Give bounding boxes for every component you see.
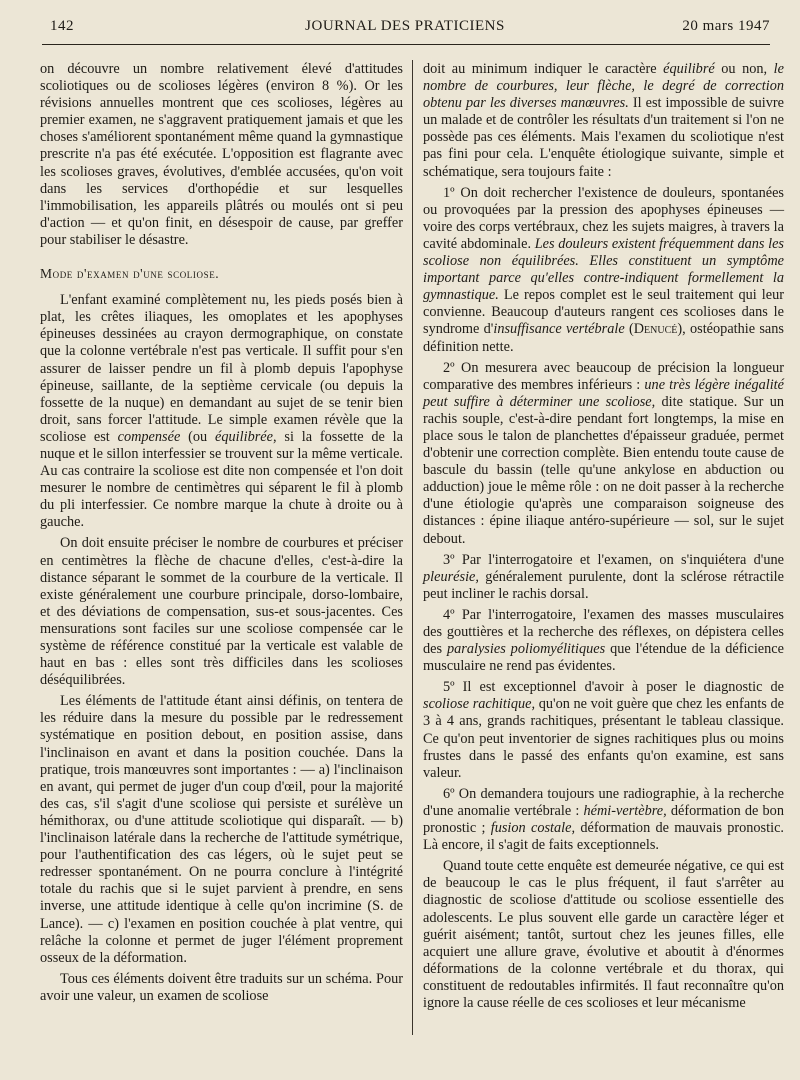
paragraph: Les éléments de l'attitude étant ainsi définis, on tentera de les réduire dans la mesure du possible par le redressement systématique en position debout, en position assise, dans l'inclinaison en avant et dans la position couchée. Dans la pratique, trois manœuvres sont importantes : — a) l'inclinaison en avant, qui permet de juger d'un coup d'œil, pour la majorité des cas, s'il s'agit d'une scoliose qui persiste et surélève un hémithorax, ou d'une attitude scoliotique qui disparaît. — b) l'inclinaison latérale dans la recherche de l'attitude symétrique, pour l'authentification des cas légers, où le sujet peut se redresser spontanément. On ne pourra conclure à l'intégrité totale du rachis que si le sujet parvient à prendre, en sens inverse, une attitude identique à celle qu'on incrimine (S. de Lance). — c) l'examen en position couchée à plat ventre, qui relâche la colonne et permet de juger l'élément proprement osseux de la déformation.: [40, 693, 403, 966]
page-number: 142: [50, 18, 74, 34]
list-item: 6º On demandera toujours une radiographie, à la recherche d'une anomalie vertébrale : hémi-vertèbre, déformation de bon pronostic ; fusion costale, déformation de mauvais pronostic. Là encore, il s'agit de faits exceptionnels.: [423, 785, 784, 854]
header-rule: [42, 44, 770, 45]
list-item: 3º Par l'interrogatoire et l'examen, on s'inquiétera d'une pleurésie, généralement purulente, dont la sclérose rétractile peut incliner le rachis dorsal.: [423, 551, 784, 602]
list-item: 5º Il est exceptionnel d'avoir à poser le diagnostic de scoliose rachitique, qu'on ne voit guère que chez les enfants de 3 à 4 ans, grands rachitiques, présentant le tableau classique. Ce qu'on peut inventorier de signes rachitiques plus ou moins frustes dans le passé des enfants qu'on examine, est sans valeur.: [423, 679, 784, 781]
paragraph: on découvre un nombre relativement élevé d'attitudes scoliotiques ou de scolioses légères (environ 8 %). Or les révisions annuelles montrent que ces scolioses, légères au premier examen, ne s'aggravent pratiquement jamais et que les choses s'améliorent spontanément même quand la gymnastique prescrite n'a pas été exécutée. L'opposition est flagrante avec les scolioses graves, évolutives, d'emblée accusées, qu'on voit dans les services d'orthopédie et sur lesquelles l'immobilisation, les appareils plâtrés ou moulés ont si peu d'action — et qu'on finit, en désespoir de cause, par greffer pour stabiliser le désastre.: [40, 61, 403, 248]
left-column: [40, 61, 403, 1009]
running-header: [40, 18, 770, 40]
journal-title: JOURNAL DES PRATICIENS: [305, 18, 505, 34]
right-column: [423, 61, 784, 1016]
column-divider: [412, 60, 413, 1035]
list-item: 4º Par l'interrogatoire, l'examen des masses musculaires des gouttières et la recherche des réflexes, on dépistera celles des paralysies poliomyélitiques que l'étendue de la déficience musculaire ne rend pas évidentes.: [423, 606, 784, 675]
issue-date: 20 mars 1947: [682, 18, 770, 34]
paragraph: On doit ensuite préciser le nombre de courbures et préciser en centimètres la flèche de chacune d'elles, c'est-à-dire la distance séparant le sommet de la courbure de la verticale. Il existe généralement une courbure principale, dorso-lombaire, et des déviations de compensation, sus-et sous-jacentes. Ces mensurations sont faciles sur une scoliose compensée car le système de référence constitué par la verticale est valable de haut en bas : elles sont très difficiles dans les scolioses déséquilibrées.: [40, 535, 403, 689]
paragraph: doit au minimum indiquer le caractère équilibré ou non, le nombre de courbures, leur flèche, le degré de correction obtenu par les diverses manœuvres. Il est impossible de suivre un malade et de contrôler les résultats d'un traitement si l'on ne possède pas ces éléments. Mais l'examen du scoliotique n'est pas fini pour cela. L'enquête étiologique suivante, simple et schématique, sera toujours faite :: [423, 61, 785, 180]
list-item: 2º On mesurera avec beaucoup de précision la longueur comparative des membres inférieurs : une très légère inégalité peut suffire à déterminer une scoliose, dite statique. Sur un rachis souple, c'est-à-dire pendant fort longtemps, la mise en place sous le talon de planchettes d'épaisseur graduée, permet d'obtenir une correction complète. Bien entendu toute cause de bascule du bassin (telle qu'une ankylose en abduction ou adduction) joue le même rôle : on ne doit passer à la recherche d'une étiologie qu'après une comparaison soigneuse des distances : épine iliaque antéro-supérieure — sol, sur le sujet debout.: [423, 359, 785, 547]
section-heading: Mode d'examen d'une scoliose.: [40, 266, 220, 282]
paragraph: L'enfant examiné complètement nu, les pieds posés bien à plat, les crêtes iliaques, les omoplates et les apophyses épineuses dessinées au crayon dermographique, on constate que la colonne vertébrale n'est pas verticale. Il suffit pour s'en assurer de laisser pendre un fil à plomb depuis l'apophyse épineuse, saillante, de la septième cervicale (ou depuis la fossette de la nuque) en demandant au sujet de se tenir bien droit, sans forcer l'attitude. Le simple examen révèle que la scoliose est compensée (ou équilibrée, si la fossette de la nuque et le sillon interfessier se trouvent sur la même verticale. Au cas contraire la scoliose est dite non compensée et l'on doit mesurer le nombre de centimètres qui séparent le fil à plomb du pli interfessier. Ce nombre marque la chute à droite ou à gauche.: [40, 292, 403, 531]
paragraph: Tous ces éléments doivent être traduits sur un schéma. Pour avoir une valeur, un examen de scoliose: [40, 970, 403, 1004]
paragraph: Quand toute cette enquête est demeurée négative, ce qui est de beaucoup le cas le plus fréquent, il faut s'arrêter au diagnostic de scoliose d'attitude ou scoliose essentielle des adolescents. Le plus souvent elle garde un caractère léger et guérit aisément; tantôt, surtout chez les jeunes filles, elle acquiert une allure grave, évolutive et aboutit à d'énormes déformations de la colonne vertébrale et du thorax, qui constituent de redoutables infirmités. Il faut reconnaître qu'on ignore la cause réelle de ces scolioses et leur mécanisme: [423, 858, 784, 1011]
list-item: 1º On doit rechercher l'existence de douleurs, spontanées ou provoquées par la pression des apophyses épineuses — voire des corps vertébraux, chez les sujets maigres, à travers la cavité abdominale. Les douleurs existent fréquemment dans les scoliose non équilibrées. Elles constituent un symptôme important parce qu'elles contre-indiquent formellement la gymnastique. Le repos complet est le seul traitement qui leur convienne. Beaucoup d'auteurs rangent ces scolioses dans le syndrome d'insuffisance vertébrale (Denucé), ostéopathie sans définition nette.: [423, 184, 784, 355]
